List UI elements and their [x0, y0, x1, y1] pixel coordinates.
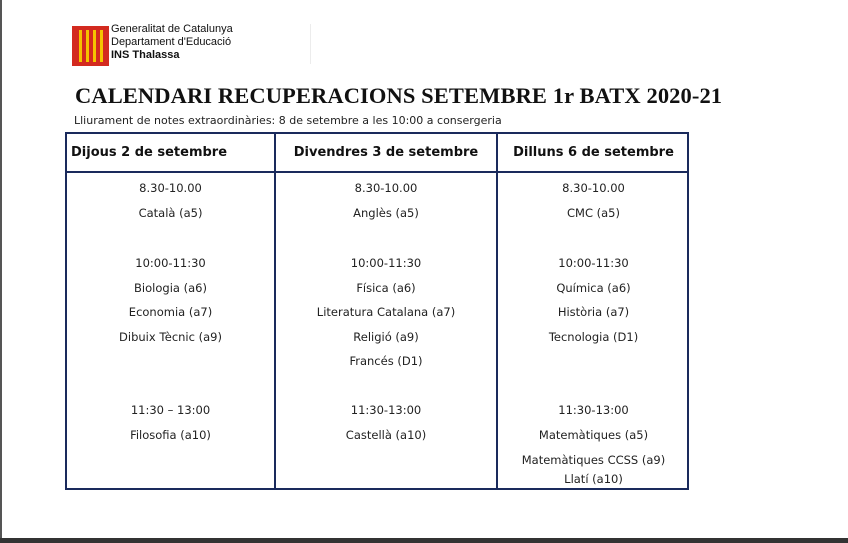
exam-subject: Francés (D1)	[349, 354, 423, 368]
column-header-day-3: Dilluns 6 de setembre	[513, 145, 674, 160]
exam-subject: Química (a6)	[556, 281, 631, 295]
org-name: Generalitat de Catalunya	[111, 23, 233, 35]
exam-subject: Literatura Catalana (a7)	[316, 305, 456, 319]
window-left-border	[0, 0, 2, 543]
time-slot: 10:00-11:30	[558, 256, 629, 270]
column-header-day-1: Dijous 2 de setembre	[71, 145, 228, 160]
generalitat-logo-icon	[72, 26, 109, 66]
document-title: CALENDARI RECUPERACIONS SETEMBRE 1r BATX 2020-21	[75, 83, 723, 108]
time-slot: 8.30-10.00	[139, 181, 202, 195]
exam-subject: Filosofia (a10)	[130, 428, 211, 442]
school-name: INS Thalassa	[111, 49, 180, 61]
document-subtitle: Lliurament de notes extraordinàries: 8 de setembre a les 10:00 a consergeria	[74, 114, 502, 127]
exam-subject: CMC (a5)	[567, 206, 620, 220]
exam-subject: Física (a6)	[356, 281, 416, 295]
time-slot: 10:00-11:30	[135, 256, 206, 270]
time-slot: 11:30-13:00	[350, 403, 422, 417]
header-divider	[67, 171, 687, 173]
exam-subject: Economia (a7)	[128, 305, 213, 319]
schedule-table	[65, 132, 689, 490]
department-name: Departament d'Educació	[111, 36, 232, 48]
time-slot: 10:00-11:30	[350, 256, 422, 270]
exam-subject: Religió (a9)	[353, 330, 419, 344]
exam-subject: Castellà (a10)	[345, 428, 427, 442]
exam-subject: Història (a7)	[557, 305, 630, 319]
time-slot: 11:30 – 13:00	[130, 403, 211, 417]
window-bottom-border	[0, 538, 848, 543]
time-slot: 8.30-10.00	[562, 181, 625, 195]
time-slot: 11:30-13:00	[558, 403, 629, 417]
time-slot: 8.30-10.00	[354, 181, 418, 195]
divider	[310, 24, 311, 64]
exam-subject: Biologia (a6)	[134, 281, 207, 295]
exam-subject: Dibuix Tècnic (a9)	[119, 330, 222, 344]
exam-subject: Anglès (a5)	[353, 206, 419, 220]
organization-block	[111, 23, 233, 62]
exam-subject: Llatí (a10)	[564, 472, 623, 486]
column-header-day-2: Divendres 3 de setembre	[293, 145, 479, 160]
exam-subject: Tecnologia (D1)	[548, 330, 639, 344]
exam-subject: Matemàtiques (a5)	[538, 428, 649, 442]
exam-subject: Matemàtiques CCSS (a9)	[521, 453, 666, 467]
exam-subject: Català (a5)	[138, 206, 203, 220]
